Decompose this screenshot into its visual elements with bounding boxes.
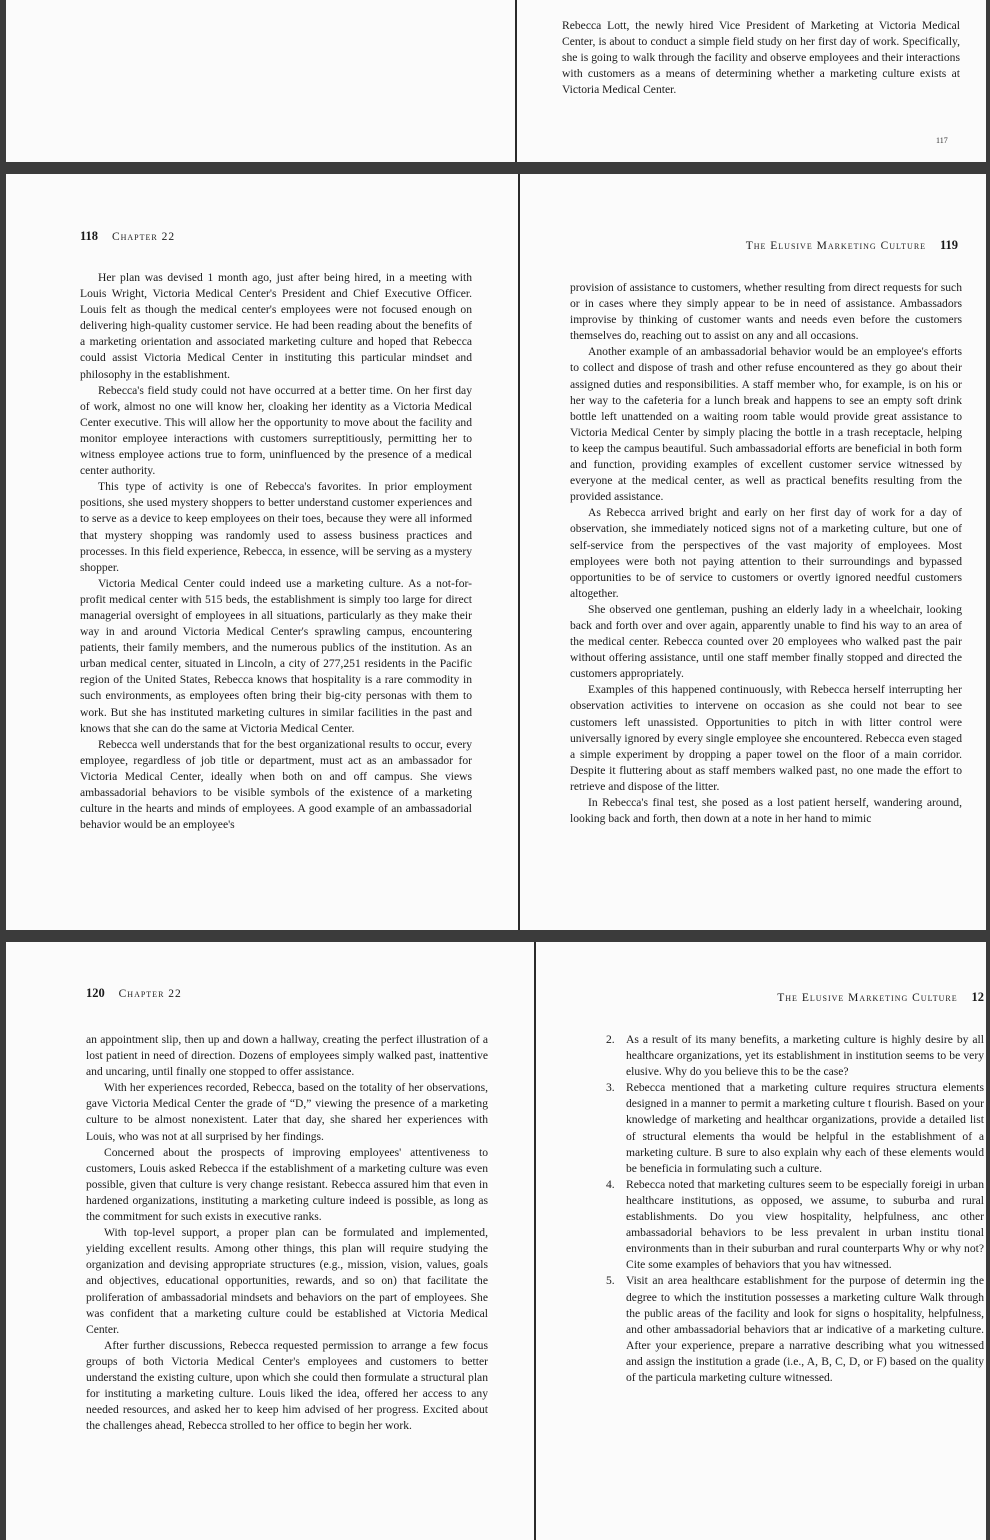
paragraph: This type of activity is one of Rebecca's favorites. In prior employment positions, she used mystery shoppers to better understand customer experiences and to serve as a device to keep employees on their toes, because they were all informed that mystery shopping was randomly used to assess business practices and processes. In this field experience, Rebecca, in essence, will be serving as a mystery shopper. [80,480,472,574]
running-head: The Elusive Marketing Culture [745,240,927,252]
page-number: 117 [936,136,948,145]
question-number: 2. [606,1033,615,1046]
question-number: 5. [606,1274,615,1288]
question-number: 4. [606,1177,615,1191]
paragraph: With top-level support, a proper plan can be formulated and implemented, yielding excellent results. Among other things, this plan will require studying the organization and devising appropriate structures (e.g., mission, vision, values, goals and objectives, educational opportunities, rewards, and so on) that facilitate the proliferation of ambassadorial mindsets and behaviors on the part of employees. She was confident that a marketing culture could be established at Victoria Medical Center. [86,1226,488,1336]
paragraph: Another example of an ambassadorial behavior would be an employee's efforts to collect and dispose of trash and other refuse encountered as they go about their assigned duties and responsibilities. A staff member who, for example, is on his or her way to the cafeteria for a lunch break and happens to see an empty soft drink bottle left unattended on a waiting room table would provide great assistance to Victoria Medical Center by simply placing the bottle in a trash receptacle, helping to keep the campus beautiful. Such ambassadorial efforts are beneficial in both form and function, providing examples of excellent customer service witnessed by everyone at the medical center, as well as practical benefits resulting from the provided assistance. [570,345,962,504]
page-header-left [86,986,182,1001]
question-text: As a result of its many benefits, a marketing culture is highly desire by all healthcare organizations, yet its establishment in institution seems to be very elusive. Why do you believe this to be the case? [626,1033,984,1079]
page-119-text [570,280,962,827]
question-2 [606,1032,984,1080]
page-number: 118 [80,229,99,243]
question-5 [606,1273,984,1386]
page-number: 12 [971,990,984,1004]
paragraph: Victoria Medical Center could indeed use a marketing culture. As a not-for-profit medical center with 515 beds, the establishment is simply too large for direct managerial oversight of employees in all situations, particularly as they make their way in and around Victoria Medical Center's sprawling campus, encountering patients, their family members, and the numerous publics of the institution. As an urban medical center, situated in Lincoln, a city of 277,251 residents in the Pacific region of the United States, Rebecca knows that hospitality is a rare commodity in such environments, as employees often bring their big-city personas with them to work. But she has instituted marketing cultures in similar facilities in the past and knows that she can do the same at Victoria Medical Center. [80,576,472,735]
paragraph: She observed one gentleman, pushing an elderly lady in a wheelchair, looking back and forth over and over again, apparently unable to find his way to an area of the medical center. Rebecca counted over 20 employees who walked past the pair without offering assistance, until one staff member finally stopped and directed the customers appropriately. [570,602,962,681]
paragraph: provision of assistance to customers, whether resulting from direct requests for such or in cases where they simply appear to be in need of assistance. Ambassadors improvise by thinking of customer wants and needs even before the customers themselves do, reaching out to assist on any and all occasions. [570,281,962,343]
paragraph: Rebecca well understands that for the best organizational results to occur, every employee, regardless of job title or department, must act as an ambassador for Victoria Medical Center, ideally when both on and off campus. She views ambassadorial behaviors to be visible symbols of the existence of a marketing culture in the hearts and minds of employees. A good example of an ambassadorial behavior would be an employee's [80,737,472,832]
gutter [518,174,520,930]
question-text: Rebecca mentioned that a marketing culture requires structura elements designed in a manner to permit a marketing culture t flourish. Based on your knowledge of marketing and healthcar organizations, provide a detailed list of structural elements tha would be helpful in the establishment of a marketing culture. B sure to also explain why each of these elements would be beneficia in formulating such a culture. [626,1081,984,1175]
paragraph: Concerned about the prospects of improving employees' attentiveness to customers, Louis asked Rebecca if the establishment of a marketing culture was even possible, given that culture is very change resistant. Rebecca assured him that even in hardened organizations, instituting a marketing culture indeed is possible, as long as the commitment for such exists in executive ranks. [86,1145,488,1224]
page-121-text [606,1032,984,1386]
paragraph: Rebecca Lott, the newly hired Vice President of Marketing at Victoria Medical Center, is about to conduct a simple field study on her first day of work. Specifically, she is going to walk through the facility and observe employees and their interactions with customers as a means of determining whether a marketing culture exists at Victoria Medical Center. [562,19,960,97]
page-header-right [746,238,958,253]
paragraph: Rebecca's field study could not have occurred at a better time. On her first day of work, almost no one will know her, cloaking her identity as a Victoria Medical Center executive. This will allow her the opportunity to move about the facility and monitor employee interactions with customers surreptitiously, permitting her to witness employee actions true to form, uninfluenced by the presence of a medical center authority. [80,383,472,478]
paragraph: Examples of this happened continuously, with Rebecca herself interrupting her observation activities to intervene on occasion as she could not bear to see customers left unassisted. Opportunities to pitch in with litter control were universally ignored by every single employee she encountered. Rebecca even staged a simple experiment by dropping a paper towel on the floor of a main corridor. Despite it fluttering about as staff members walked past, no one made the effort to retrieve and dispose of the litter. [570,683,962,793]
question-number: 3. [606,1081,615,1095]
question-3 [606,1080,984,1177]
question-text: Rebecca noted that marketing cultures seem to be especially foreigi in urban healthcare institutions, as opposed, we assume, to suburba and rural establishments. Do you view hospitality, helpfulness, anc other ambassadorial behaviors to be less prevalent in urban institu tional environments than in their suburban and rural counterparts Why or why not? Cite some examples of behaviors that you hav witnessed. [626,1177,984,1272]
gutter [534,942,536,1540]
page-header-right [777,990,984,1005]
paragraph: After further discussions, Rebecca requested permission to arrange a few focus groups of both Victoria Medical Center's employees and customers to better understand the existing culture, upon which she could then formulate a structural plan for instituting a marketing culture. Louis liked the idea, offered her access to any needed resources, and asked her to keep him advised of her progress. Excited about the challenges ahead, Rebecca strolled to her office to begin her work. [86,1338,488,1433]
question-text: Visit an area healthcare establishment for the purpose of determin ing the degree to which the institution possesses a marketing culture Walk through the public areas of the facility and look for signs o hospitality, helpfulness, and other ambassadorial behaviors that ar indicative of a marketing culture. After your experience, prepare a narrative describing what you witnessed and assign the institution a grade (i.e., A, B, C, D, or F) based on the quality of the particula marketing culture witnessed. [626,1274,984,1384]
paragraph: As Rebecca arrived bright and early on her first day of work for a day of observation, she immediately noticed signs not of a marketing culture, but one of self-service from the perspectives of the vast majority of employees. Most employees were both not paying attention to their surroundings and bypassed opportunities to be of service to customers or overtly ignored needful customers altogether. [570,506,962,600]
page-number: 119 [939,238,958,252]
page-117-text [562,18,960,98]
running-head: The Elusive Marketing Culture [777,992,958,1004]
spread-120-121 [6,942,986,1540]
chapter-label: Chapter 22 [118,988,182,1000]
spread-118-119 [6,174,986,930]
page-118-text [80,270,472,833]
paragraph: an appointment slip, then up and down a hallway, creating the perfect illustration of a lost patient in need of direction. Dozens of employees simply walked past, inattentive and uncaring, until finally one stopped to offer assistance. [86,1033,488,1079]
spread-top [6,0,986,162]
paragraph: Her plan was devised 1 month ago, just after being hired, in a meeting with Louis Wright, Victoria Medical Center's President and Chief Executive Officer. Louis felt as though the medical center's employees were not focused enough on delivering high-quality customer service. He had been reading about the benefits of a marketing orientation and associated marketing culture and hoped that Rebecca could assist Victoria Medical Center in instituting this particular mindset and philosophy in the establishment. [80,271,472,381]
gutter [515,0,517,162]
paragraph: In Rebecca's final test, she posed as a lost patient herself, wandering around, looking back and forth, then down at a note in her hand to mimic [570,796,962,826]
page-header-left [80,229,175,244]
chapter-label: Chapter 22 [111,231,176,243]
page-number: 120 [86,986,105,1000]
page-120-text [86,1032,488,1434]
question-4 [606,1177,984,1274]
paragraph: With her experiences recorded, Rebecca, based on the totality of her observations, gave Victoria Medical Center the grade of “D,” viewing the presence of a marketing culture to be almost nonexistent. Later that day, she shared her experiences with Louis, who was not at all surprised by her findings. [86,1081,488,1143]
